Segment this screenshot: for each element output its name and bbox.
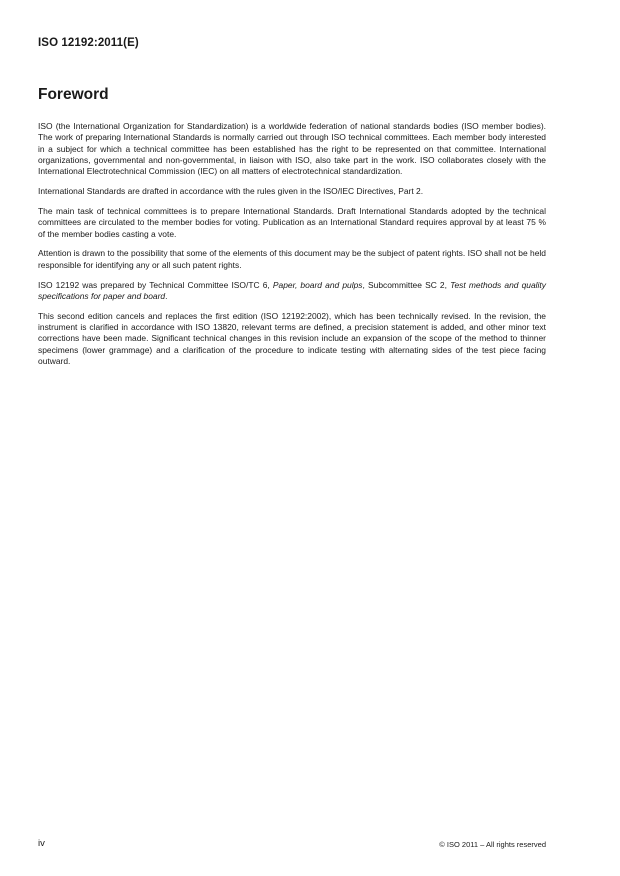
page-number: iv bbox=[38, 838, 45, 849]
paragraph-edition-revision: This second edition cancels and replaces the first edition (ISO 12192:2002), which has been technically revised. In the revision, the instrument is clarified in accordance with ISO 13820, relevant terms are defined, a precision statement is added, and other minor text corrections have been made. Significant technical changes in this revision include an expansion of the scope of the method to thinner specimens (lower grammage) and a clarification of the procedure to indicate testing with alternating sides of the test piece facing outward. bbox=[38, 310, 546, 367]
paragraph-directives: International Standards are drafted in accordance with the rules given in the ISO/IEC Directives, Part 2. bbox=[38, 186, 424, 197]
paragraph-prepared-by bbox=[38, 280, 546, 303]
paragraph-committee-task: The main task of technical committees is to prepare International Standards. Draft International Standards adopted by the technical committees are circulated to the member bodies for voting. Publication as an International Standard requires approval by at least 75 % of the member bodies casting a vote. bbox=[38, 205, 546, 239]
foreword-body bbox=[38, 121, 546, 376]
subcommittee-title: Test methods and quality specifications for paper and board bbox=[38, 279, 546, 301]
copyright-notice: © ISO 2011 – All rights reserved bbox=[439, 840, 546, 849]
section-title: Foreword bbox=[38, 86, 109, 103]
paragraph-patent-rights: Attention is drawn to the possibility that some of the elements of this document may be the subject of patent rights. ISO shall not be held responsible for identifying any or all such patent rights. bbox=[38, 248, 546, 270]
committee-title: Paper, board and pulps bbox=[272, 279, 363, 290]
period: . bbox=[165, 290, 168, 301]
subcommittee-text: , Subcommittee SC 2, bbox=[362, 279, 451, 290]
paragraph-iso-description: ISO (the International Organization for Standardization) is a worldwide federation of national standards bodies (ISO member bodies). The work of preparing International Standards is normally carried out through ISO technical committees. Each member body interested in a subject for which a technical committee has been established has the right to be represented on that committee. International organizations, governmental and non-governmental, in liaison with ISO, also take part in the work. ISO collaborates closely with the International Electrotechnical Commission (IEC) on all matters of electrotechnical standardization. bbox=[38, 121, 546, 177]
document-id-header: ISO 12192:2011(E) bbox=[38, 37, 139, 49]
prepared-by-text: ISO 12192 was prepared by Technical Committee ISO/TC 6, bbox=[38, 279, 273, 290]
